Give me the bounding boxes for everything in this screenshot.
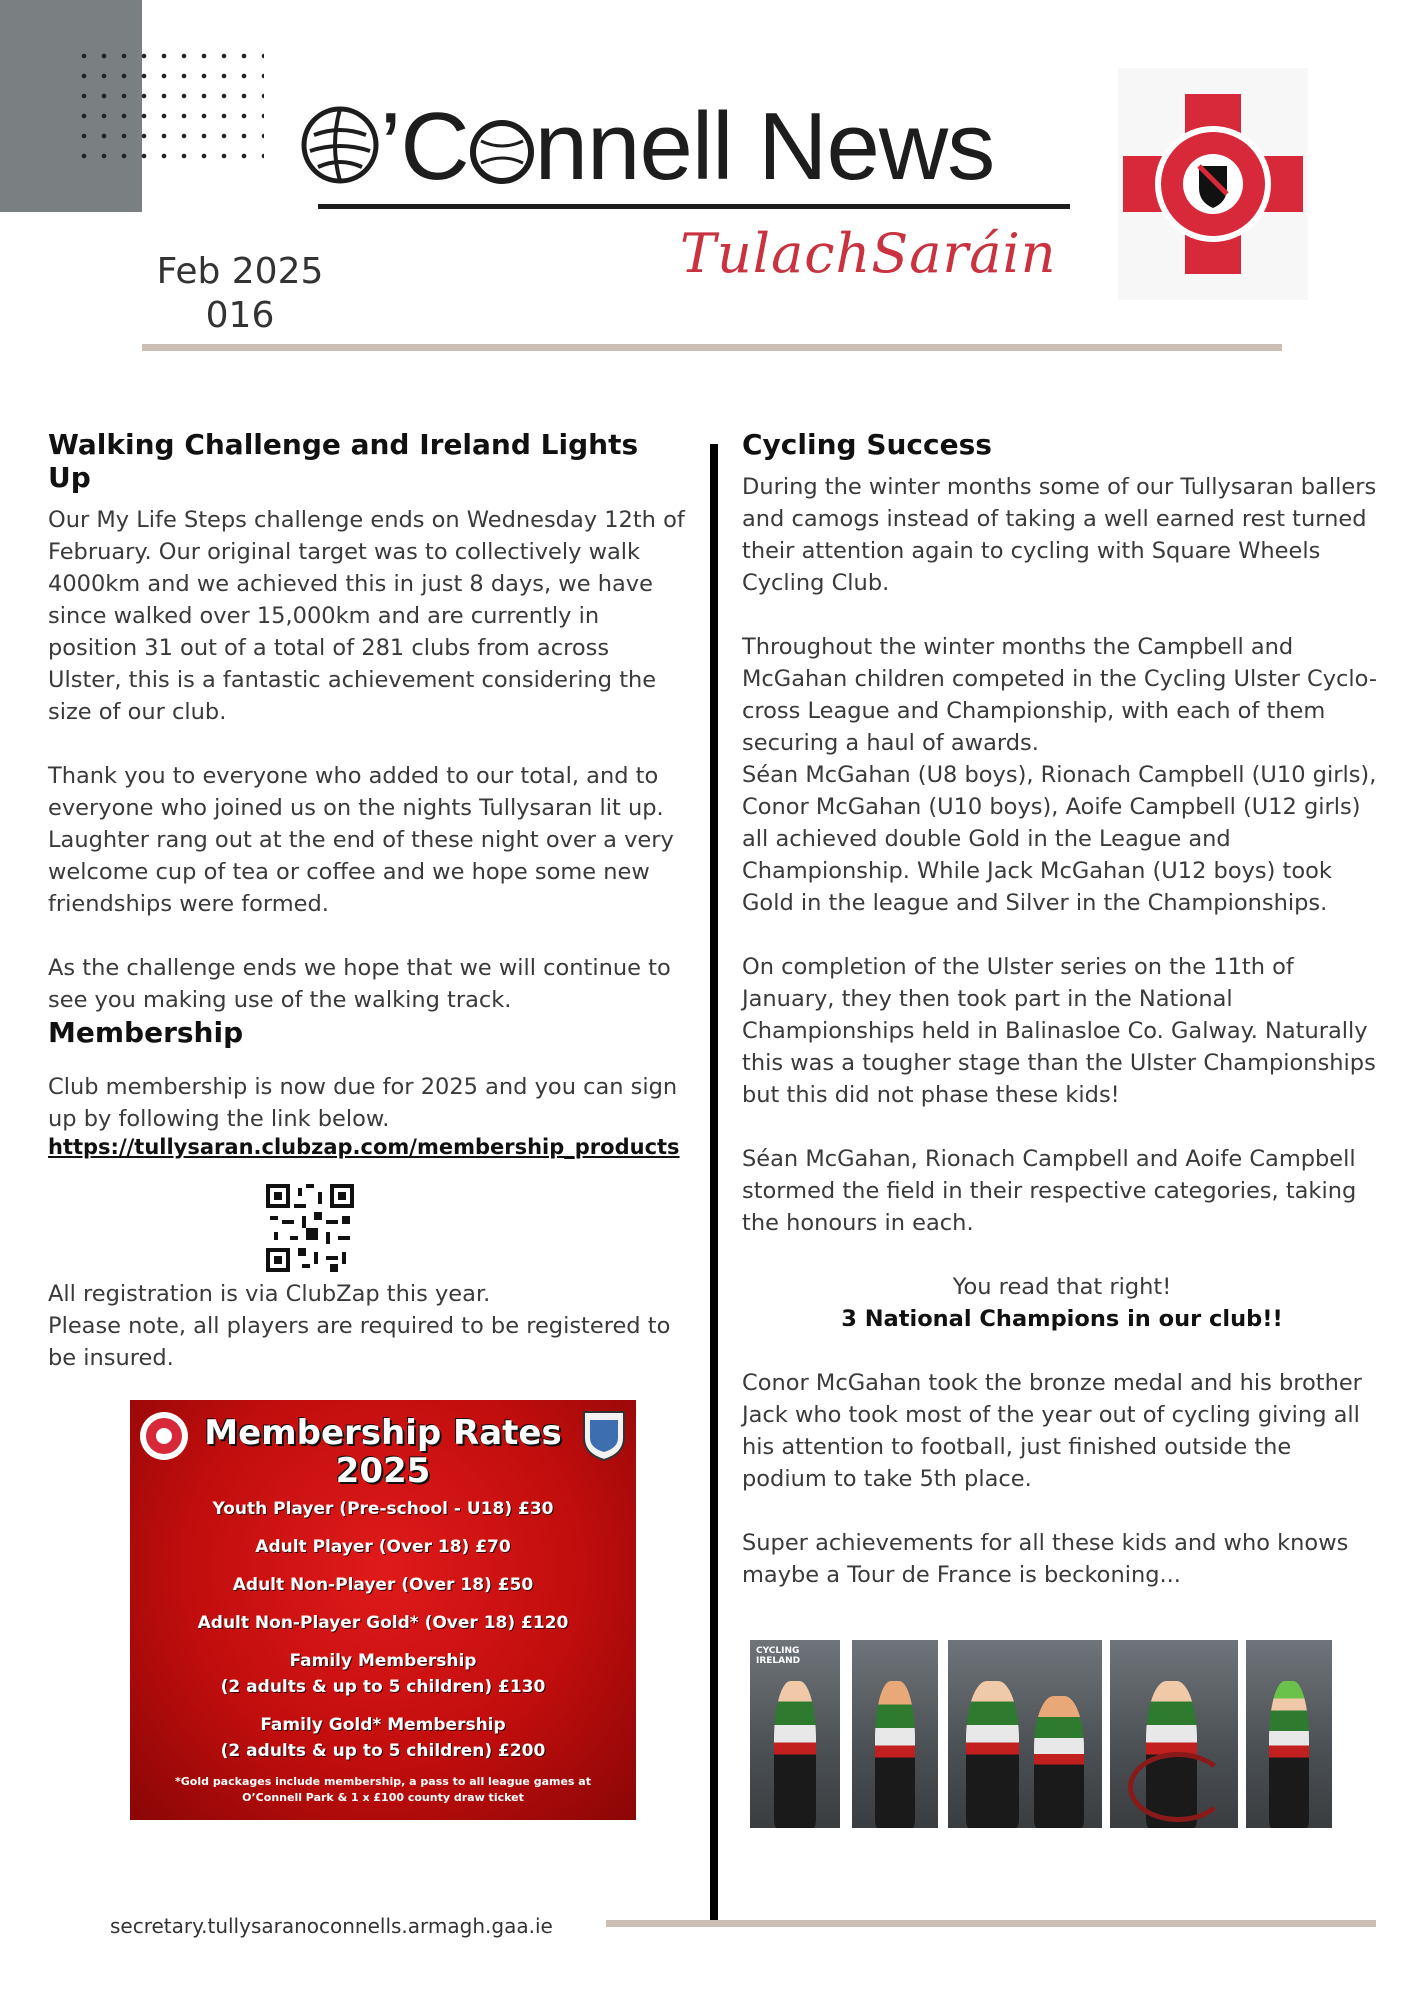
callout-line-2: 3 National Champions in our club!! [841,1306,1283,1332]
rate-family-title: Family Membership [289,1651,477,1671]
rates-year: 2025 [335,1451,431,1491]
gaa-badge-icon [138,1410,190,1466]
title-prefix: ’C [380,93,469,200]
title-rest: nnell News [534,93,995,200]
registration-line-2: Please note, all players are required to be registered to be insured. [48,1313,671,1371]
county-shield-icon [582,1410,626,1466]
walking-heading: Walking Challenge and Ireland Lights Up [48,428,639,494]
masthead-underline [318,204,1070,209]
issue-number: 016 [205,295,275,336]
club-crest [1118,68,1308,300]
football-icon [300,98,380,208]
cycling-section [742,428,1382,1591]
membership-link[interactable]: https://tullysaran.clubzap.com/membership_products [48,1135,680,1159]
cycling-paragraph-5: Séan McGahan, Rionach Campbell and Aoife Campbell stormed the field in their respective categories, taking the honours in each. [742,1146,1357,1236]
cycling-paragraph-3: Séan McGahan (U8 boys), Rionach Campbell (U10 girls), Conor McGahan (U10 boys), Aoife Campbell (U12 girls) all achieved double Gold in the League and Championship. While Jack McGahan (U12 boys) took Gold in the league and Silver in the Championships. [742,762,1377,916]
walking-section [48,428,688,1016]
footer-email[interactable]: secretary.tullysaranoconnells.armagh.gaa.ie [110,1914,553,1938]
cycling-heading: Cycling Success [742,428,992,461]
rate-adult-non-player-gold: Adult Non-Player Gold* (Over 18) £120 [197,1613,569,1633]
cycling-paragraph-7: Super achievements for all these kids and who knows maybe a Tour de France is beckoning... [742,1530,1349,1588]
rate-youth: Youth Player (Pre-school - U18) £30 [212,1499,554,1519]
rate-family-price: (2 adults & up to 5 children) £130 [220,1677,546,1697]
cycling-paragraph-2: Throughout the winter months the Campbell and McGahan children competed in the Cycling Ulster Cyclo-cross League and Championship, with each of them securing a haul of awards. [742,634,1377,756]
cycling-paragraph-4: On completion of the Ulster series on the 11th of January, they then took part in the National Championships held in Balinasloe Co. Galway. Naturally this was a tougher stage than the Ulster Championships but this did not phase these kids! [742,954,1376,1108]
issue-date: Feb 2025 [156,251,324,292]
walking-paragraph-2: Thank you to everyone who added to our total, and to everyone who joined us on the nights Tullysaran lit up. Laughter rang out at the end of these night over a very welcome cup of tea or coffee and we hope some new friendships were formed. [48,763,674,917]
walking-paragraph-3: As the challenge ends we hope that we will continue to see you making use of the walking track. [48,955,671,1013]
rates-gold-note: *Gold packages include membership, a pass to all league games at O’Connell Park & 1 x £100 county draw ticket [175,1775,591,1804]
column-divider [710,444,718,1926]
membership-section [48,1016,688,1159]
cycling-photo-4 [1110,1640,1238,1828]
footer-rule [606,1920,1376,1927]
cycling-photo-1 [750,1640,840,1828]
membership-rates-poster [130,1400,636,1820]
irish-subtitle: TulachSaráin [680,222,1057,285]
registration-note [48,1278,688,1374]
membership-paragraph-1: Club membership is now due for 2025 and you can sign up by following the link below. [48,1074,678,1132]
rate-adult-player: Adult Player (Over 18) £70 [255,1537,511,1557]
cycling-paragraph-1: During the winter months some of our Tullysaran ballers and camogs instead of taking a well earned rest turned their attention again to cycling with Square Wheels Cycling Club. [742,474,1377,596]
bicycle-wheel-icon [1128,1752,1228,1822]
photo-1-caption: CYCLING IRELAND [756,1646,801,1666]
cycling-photo-2 [852,1640,938,1828]
issue-date-block [150,250,330,338]
cycling-photo-5 [1246,1640,1332,1828]
walking-paragraph-1: Our My Life Steps challenge ends on Wednesday 12th of February. Our original target was to collectively walk 4000km and we achieved this in just 8 days, we have since walked over 15,000km and are currently in position 31 out of a total of 281 clubs from across Ulster, this is a fantastic achievement considering the size of our club. [48,507,685,725]
qr-code[interactable] [266,1184,354,1276]
callout-line-1: You read that right! [952,1274,1172,1300]
rate-family-gold-title: Family Gold* Membership [260,1715,506,1735]
registration-line-1: All registration is via ClubZap this year. [48,1281,491,1307]
rates-title: Membership Rates [204,1413,562,1453]
dot-pattern [74,46,264,168]
ball-o-icon [469,98,535,208]
header-rule [142,344,1282,351]
rate-adult-non-player: Adult Non-Player (Over 18) £50 [232,1575,534,1595]
cycling-paragraph-6: Conor McGahan took the bronze medal and his brother Jack who took most of the year out of cycling giving all his attention to football, just finished outside the podium to take 5th place. [742,1370,1362,1492]
membership-heading: Membership [48,1016,244,1049]
masthead-title [300,92,994,202]
rate-family-gold-price: (2 adults & up to 5 children) £200 [220,1741,546,1761]
cycling-photo-3 [948,1640,1102,1828]
